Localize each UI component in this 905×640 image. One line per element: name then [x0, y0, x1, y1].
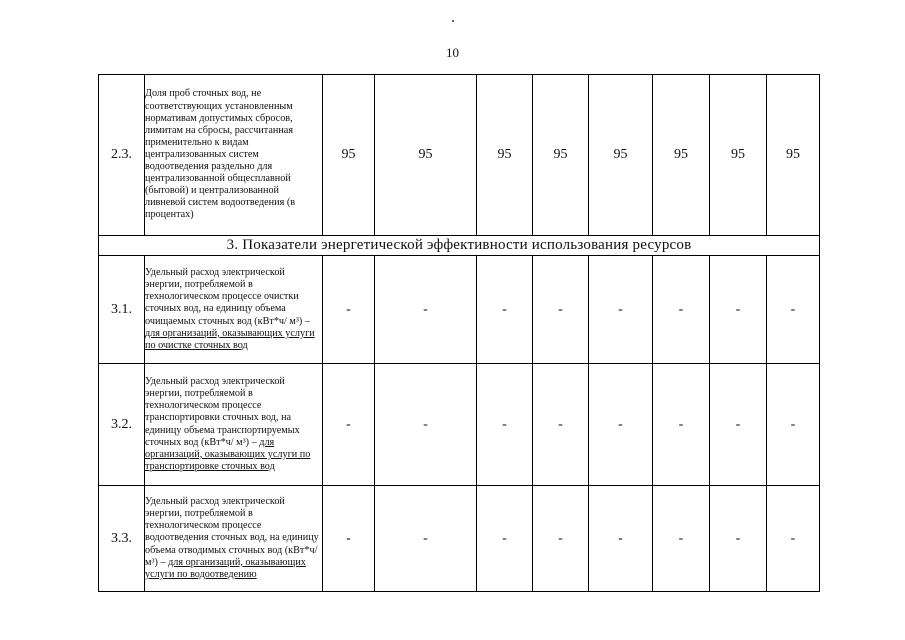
value-cell: - [589, 486, 653, 592]
indicator-description [145, 256, 323, 364]
row-number: 3.1. [99, 256, 145, 364]
value-cell: - [533, 364, 589, 486]
value-cell: - [477, 364, 533, 486]
value-cell: 95 [589, 75, 653, 236]
value-cell: - [323, 256, 375, 364]
section-header-row [99, 236, 820, 256]
value-cell: - [477, 486, 533, 592]
description-organization-type: для организаций, оказывающих услуги по транспортировке сточных вод [145, 436, 311, 472]
value-cell: - [533, 486, 589, 592]
indicator-description [145, 364, 323, 486]
description-text: Удельный расход электрической энергии, потребляемой в технологическом процессе водоотведения сточных вод, на единицу объема отводимых сточных вод (кВт*ч/ м³) – [145, 496, 319, 568]
description-text: Удельный расход электрической энергии, потребляемой в технологическом процессе транспортировки сточных вод, на единицу объема транспортируемых сточных вод (кВт*ч/ м³) – [145, 376, 300, 448]
value-cell: - [710, 486, 767, 592]
value-cell: - [589, 364, 653, 486]
value-cell: - [767, 256, 820, 364]
table-row [99, 75, 820, 236]
value-cell: - [323, 364, 375, 486]
description-organization-type: для организаций, оказывающих услуги по водоотведению [145, 556, 306, 580]
table-row [99, 256, 820, 364]
value-cell: - [767, 486, 820, 592]
value-cell: - [533, 256, 589, 364]
row-number: 2.3. [99, 75, 145, 236]
value-cell: 95 [653, 75, 710, 236]
row-number: 3.3. [99, 486, 145, 592]
table-row [99, 486, 820, 592]
value-cell: - [710, 256, 767, 364]
value-cell: 95 [323, 75, 375, 236]
description-text: Доля проб сточных вод, не соответствующих установленным нормативам допустимых сбросов, лимитам на сбросы, рассчитанная применительно к видам централизованных систем водоотведения раздельно для централизованной общесплавной (бытовой) и централизованной ливневой систем водоотведения (в процентах) [145, 88, 296, 221]
value-cell: - [767, 364, 820, 486]
value-cell: - [653, 486, 710, 592]
value-cell: 95 [710, 75, 767, 236]
description-text: Удельный расход электрической энергии, потребляемой в технологическом процессе очистки сточных вод, на единицу объема очищаемых сточных вод (кВт*ч/ м³) – [145, 267, 310, 327]
value-cell: - [375, 256, 477, 364]
description-organization-type: для организаций, оказывающих услуги по очистке сточных вод [145, 327, 315, 351]
value-cell: - [375, 364, 477, 486]
value-cell: - [375, 486, 477, 592]
section-title: 3. Показатели энергетической эффективности использования ресурсов [99, 236, 820, 256]
value-cell: - [653, 364, 710, 486]
value-cell: - [710, 364, 767, 486]
indicator-description [145, 486, 323, 592]
row-number: 3.2. [99, 364, 145, 486]
value-cell: 95 [375, 75, 477, 236]
value-cell: - [589, 256, 653, 364]
scan-speck [452, 20, 454, 22]
value-cell: 95 [477, 75, 533, 236]
page-number: 10 [446, 45, 459, 60]
value-cell: - [653, 256, 710, 364]
table-row [99, 364, 820, 486]
indicator-description [145, 75, 323, 236]
value-cell: 95 [533, 75, 589, 236]
value-cell: - [323, 486, 375, 592]
value-cell: - [477, 256, 533, 364]
value-cell: 95 [767, 75, 820, 236]
indicators-table [98, 74, 820, 592]
